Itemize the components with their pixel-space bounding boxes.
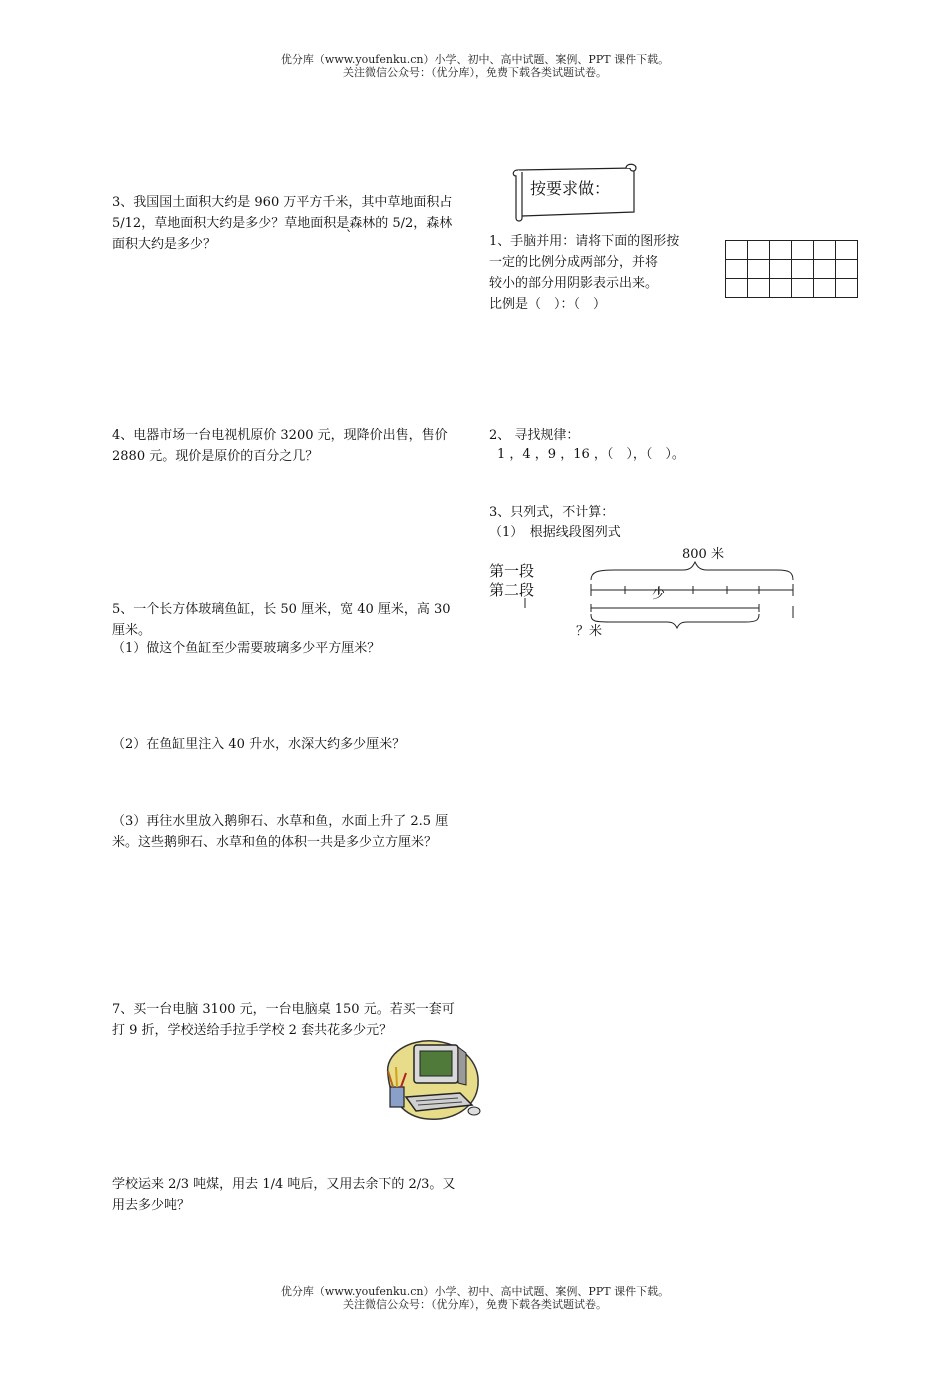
scroll-title: 按要求做： (530, 179, 611, 198)
total-length-label: 800 米 (682, 547, 724, 562)
right-q1-line-4: 比例是（ ）：（ ） (489, 297, 607, 312)
question-5-part-1: （1）做这个鱼缸至少需要玻璃多少平方厘米？ (112, 641, 381, 656)
footer-line-1: 优分库（www.youfenku.cn）小学、初中、高中试题、案例、PPT 课件下载。 (280, 1285, 670, 1298)
header-line-1: 优分库（www.youfenku.cn）小学、初中、高中试题、案例、PPT 课件下载。 (280, 53, 670, 66)
question-8: 学校运来 2/3 吨煤，用去 1/4 吨后，又用去余下的 2/3。又用去多少吨？ (112, 1177, 456, 1213)
page-footer (0, 1285, 950, 1311)
question-7: 7、买一台电脑 3100 元，一台电脑桌 150 元。若买一套可打 9 折，学校送给手拉手学校 2 套共花多少元？ (112, 1002, 455, 1038)
header-line-2: 关注微信公众号：（优分库），免费下载各类试题试卷。 (343, 66, 607, 79)
right-question-1 (489, 231, 679, 315)
unknown-length-label: ？米 (576, 624, 603, 639)
right-question-3: 3、只列式，不计算： (489, 505, 615, 520)
segment-2-label: 第二段 (489, 581, 535, 599)
page-header (0, 53, 950, 79)
question-5-part-3: （3）再往水里放入鹅卵石、水草和鱼，水面上升了 2.5 厘米。这些鹅卵石、水草和鱼的体积一共是多少立方厘米？ (112, 814, 449, 850)
question-4: 4、电器市场一台电视机原价 3200 元，现降价出售，售价 2880 元。现价是原价的百分之几？ (112, 428, 448, 464)
right-question-3-sub: （1） 根据线段图列式 (489, 525, 621, 540)
right-question-2: 2、 寻找规律： (489, 428, 580, 443)
segment-diagram (515, 560, 805, 630)
right-q1-line-3: 较小的部分用阴影表示出来。 (489, 276, 659, 291)
question-5-part-2: （2）在鱼缸里注入 40 升水，水深大约多少厘米？ (112, 737, 406, 752)
right-q1-line-2: 一定的比例分成两部分，并将 (489, 255, 659, 270)
right-q1-line-1: 1、手脑并用：请将下面的图形按 (489, 234, 680, 249)
stray-mark: ` (346, 229, 353, 244)
ratio-grid[interactable] (725, 240, 858, 298)
question-3: 3、我国国土面积大约是 960 万平方千米，其中草地面积占 5/12，草地面积大约是多少？草地面积是森林的 5/2，森林面积大约是多少？ (112, 195, 453, 252)
footer-line-2: 关注微信公众号：（优分库），免费下载各类试题试卷。 (343, 1298, 607, 1311)
less-label: 少 (652, 587, 666, 602)
segment-1-label: 第一段 (489, 562, 535, 580)
number-sequence: 1 ，4 ，9 ，16 ，（ ），（ ）。 (497, 447, 685, 462)
computer-clipart (380, 1035, 484, 1123)
question-5: 5、一个长方体玻璃鱼缸，长 50 厘米，宽 40 厘米，高 30 厘米。 (112, 602, 451, 638)
